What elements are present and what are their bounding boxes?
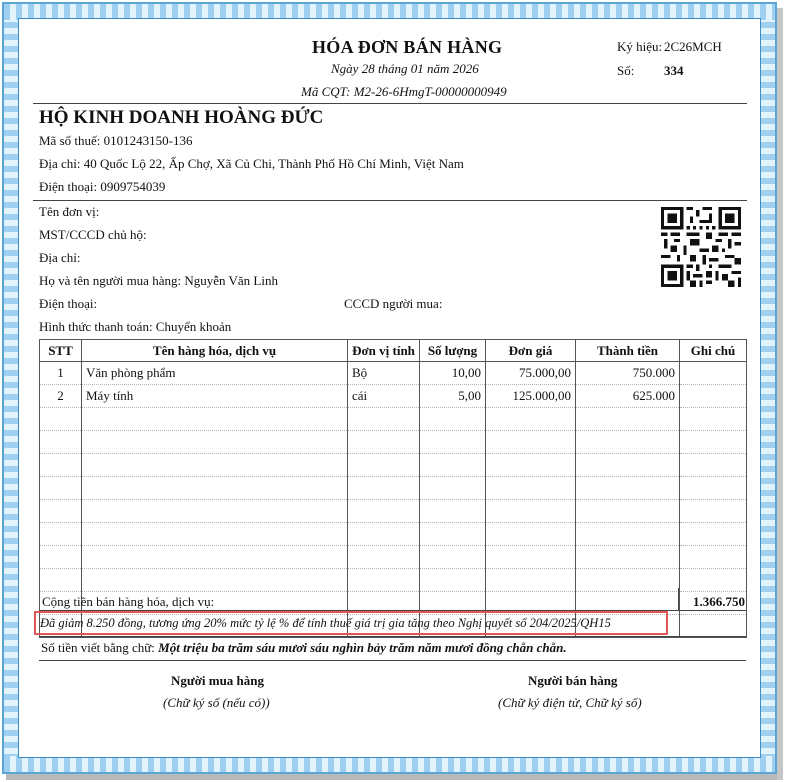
cell-unit-price: 75.000,00 <box>486 362 576 385</box>
cell-stt: 1 <box>40 362 82 385</box>
empty-row <box>40 546 747 569</box>
empty-row <box>40 408 747 431</box>
seller-phone: Điện thoại: 0909754039 <box>39 179 166 194</box>
cell-stt: 2 <box>40 385 82 408</box>
number-label: Số: <box>617 63 635 78</box>
total-value: 1.366.750 <box>693 594 745 609</box>
symbol-value: 2C26MCH <box>664 39 722 54</box>
header-stt: STT <box>40 340 82 362</box>
buyer-mst: MST/CCCD chủ hộ: <box>39 227 147 242</box>
words-label: Số tiền viết bằng chữ: <box>41 640 155 655</box>
cqt-code: Mã CQT: M2-26-6HmgT-00000000949 <box>301 84 507 99</box>
number-value: 334 <box>664 63 684 78</box>
cell-item-name: Văn phòng phẩm <box>82 362 348 385</box>
empty-row <box>40 477 747 500</box>
empty-row <box>40 569 747 592</box>
discount-highlight <box>34 611 668 635</box>
header-amount: Thành tiền <box>576 340 680 362</box>
amount-in-words <box>41 640 567 656</box>
words-bottom-line <box>39 660 746 661</box>
buyer-cccd: CCCD người mua: <box>344 296 443 311</box>
buyer-address: Địa chỉ: <box>39 250 81 265</box>
cell-note <box>680 362 747 385</box>
qr-code-icon <box>661 207 741 287</box>
seller-address: Địa chỉ: 40 Quốc Lộ 22, Ấp Chợ, Xã Củ Chi, Thành Phố Hồ Chí Minh, Việt Nam <box>39 156 464 171</box>
page-shadow-bottom <box>6 774 779 780</box>
cell-unit: Bộ <box>348 362 420 385</box>
discount-note: Đã giảm 8.250 đồng, tương ứng 20% mức tỷ lệ % để tính thuế giá trị gia tăng theo Nghị quyết số 204/2025/QH15 <box>40 616 611 630</box>
invoice-date: Ngày 28 tháng 01 năm 2026 <box>331 61 479 76</box>
buyer-sign-note: (Chữ ký số (nếu có)) <box>163 695 270 710</box>
cell-unit-price: 125.000,00 <box>486 385 576 408</box>
cell-note <box>680 385 747 408</box>
buyer-unit: Tên đơn vị: <box>39 204 100 219</box>
seller-sign-title: Người bán hàng <box>528 673 618 688</box>
table-row <box>40 385 747 408</box>
empty-row <box>40 500 747 523</box>
buyer-phone: Điện thoại: <box>39 296 98 311</box>
header-quantity: Số lượng <box>420 340 486 362</box>
empty-row <box>40 431 747 454</box>
cell-quantity: 10,00 <box>420 362 486 385</box>
cell-amount: 625.000 <box>576 385 680 408</box>
seller-name: HỘ KINH DOANH HOÀNG ĐỨC <box>39 107 324 128</box>
header-unit-price: Đơn giá <box>486 340 576 362</box>
header-unit: Đơn vị tính <box>348 340 420 362</box>
cell-item-name: Máy tính <box>82 385 348 408</box>
page-shadow-right <box>777 8 783 780</box>
buyer-name: Họ và tên người mua hàng: Nguyễn Văn Linh <box>39 273 278 288</box>
payment-method: Hình thức thanh toán: Chuyển khoản <box>39 319 232 334</box>
empty-row <box>40 454 747 477</box>
cell-unit: cái <box>348 385 420 408</box>
table-header-row <box>40 340 747 362</box>
symbol-label: Ký hiệu: <box>617 39 663 54</box>
invoice-title: HÓA ĐƠN BÁN HÀNG <box>312 37 503 57</box>
table-row <box>40 362 747 385</box>
header-note: Ghi chú <box>680 340 747 362</box>
header-item-name: Tên hàng hóa, dịch vụ <box>82 340 348 362</box>
seller-sign-note: (Chữ ký điện tử, Chữ ký số) <box>498 695 642 710</box>
cell-amount: 750.000 <box>576 362 680 385</box>
seller-tax-code: Mã số thuế: 0101243150-136 <box>39 133 193 148</box>
discount-bottom-line <box>39 636 746 637</box>
cell-quantity: 5,00 <box>420 385 486 408</box>
total-label: Cộng tiền bán hàng hóa, dịch vụ: <box>42 594 215 609</box>
header-divider <box>33 103 747 104</box>
empty-row <box>40 523 747 546</box>
words-value: Một triệu ba trăm sáu mươi sáu nghìn bảy trăm năm mươi đồng chẵn chẵn. <box>158 640 567 655</box>
seller-divider <box>33 200 747 201</box>
buyer-sign-title: Người mua hàng <box>171 673 265 688</box>
total-divider <box>678 588 679 610</box>
